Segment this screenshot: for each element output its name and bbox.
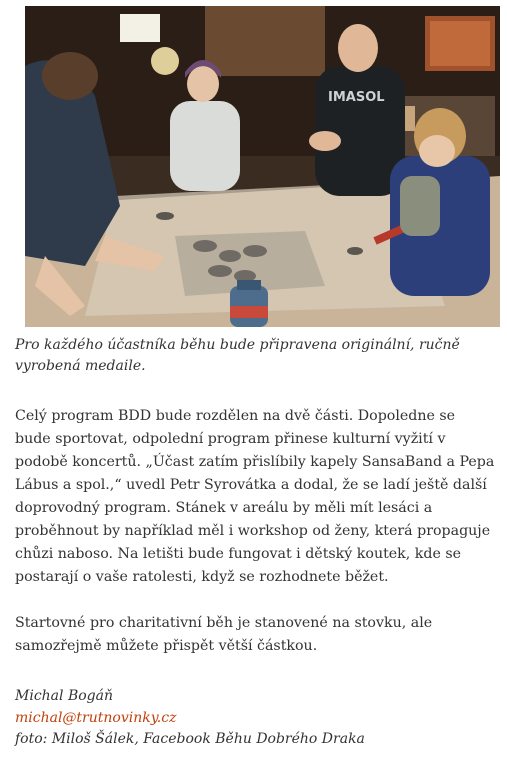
paragraph-fee: Startovné pro charitativní běh je stanovené na stovku, ale samozřejmě můžete přispět větší částkou. [15, 615, 433, 654]
lamp [120, 14, 160, 42]
photo-scene [25, 6, 500, 327]
article-photo [25, 6, 500, 327]
author-name: Michal Bogáň [15, 688, 113, 704]
photo-caption: Pro každého účastníka běhu bude připravena originální, ručně vyrobená medaile. [15, 337, 460, 374]
shirt-text: IMASOL [328, 90, 385, 105]
author-email-link[interactable]: michal@trutnovinky.cz [15, 709, 177, 726]
photo-credit: foto: Miloš Šálek, Facebook Běhu Dobrého Draka [15, 731, 365, 747]
author-signature [15, 686, 495, 751]
person-woman [170, 101, 240, 191]
paragraph-program: Celý program BDD bude rozdělen na dvě části. Dopoledne se bude sportovat, odpolední program přinese kulturní vyžití v podobě koncertů. „Účast zatím přislíbily kapely SansaBand a Pepa Lábus a spol.,“ uvedl Petr Syrovátka a dodal, že se ladí ještě další doprovodný program. Stánek v areálu by měli mít lesáci a proběhnout by například měl i workshop od ženy, která propaguje chůzi naboso. Na letišti bude fungovat i dětský koutek, kde se postarají o vaše ratolesti, když se rozhodnete běžet. [15, 408, 495, 585]
